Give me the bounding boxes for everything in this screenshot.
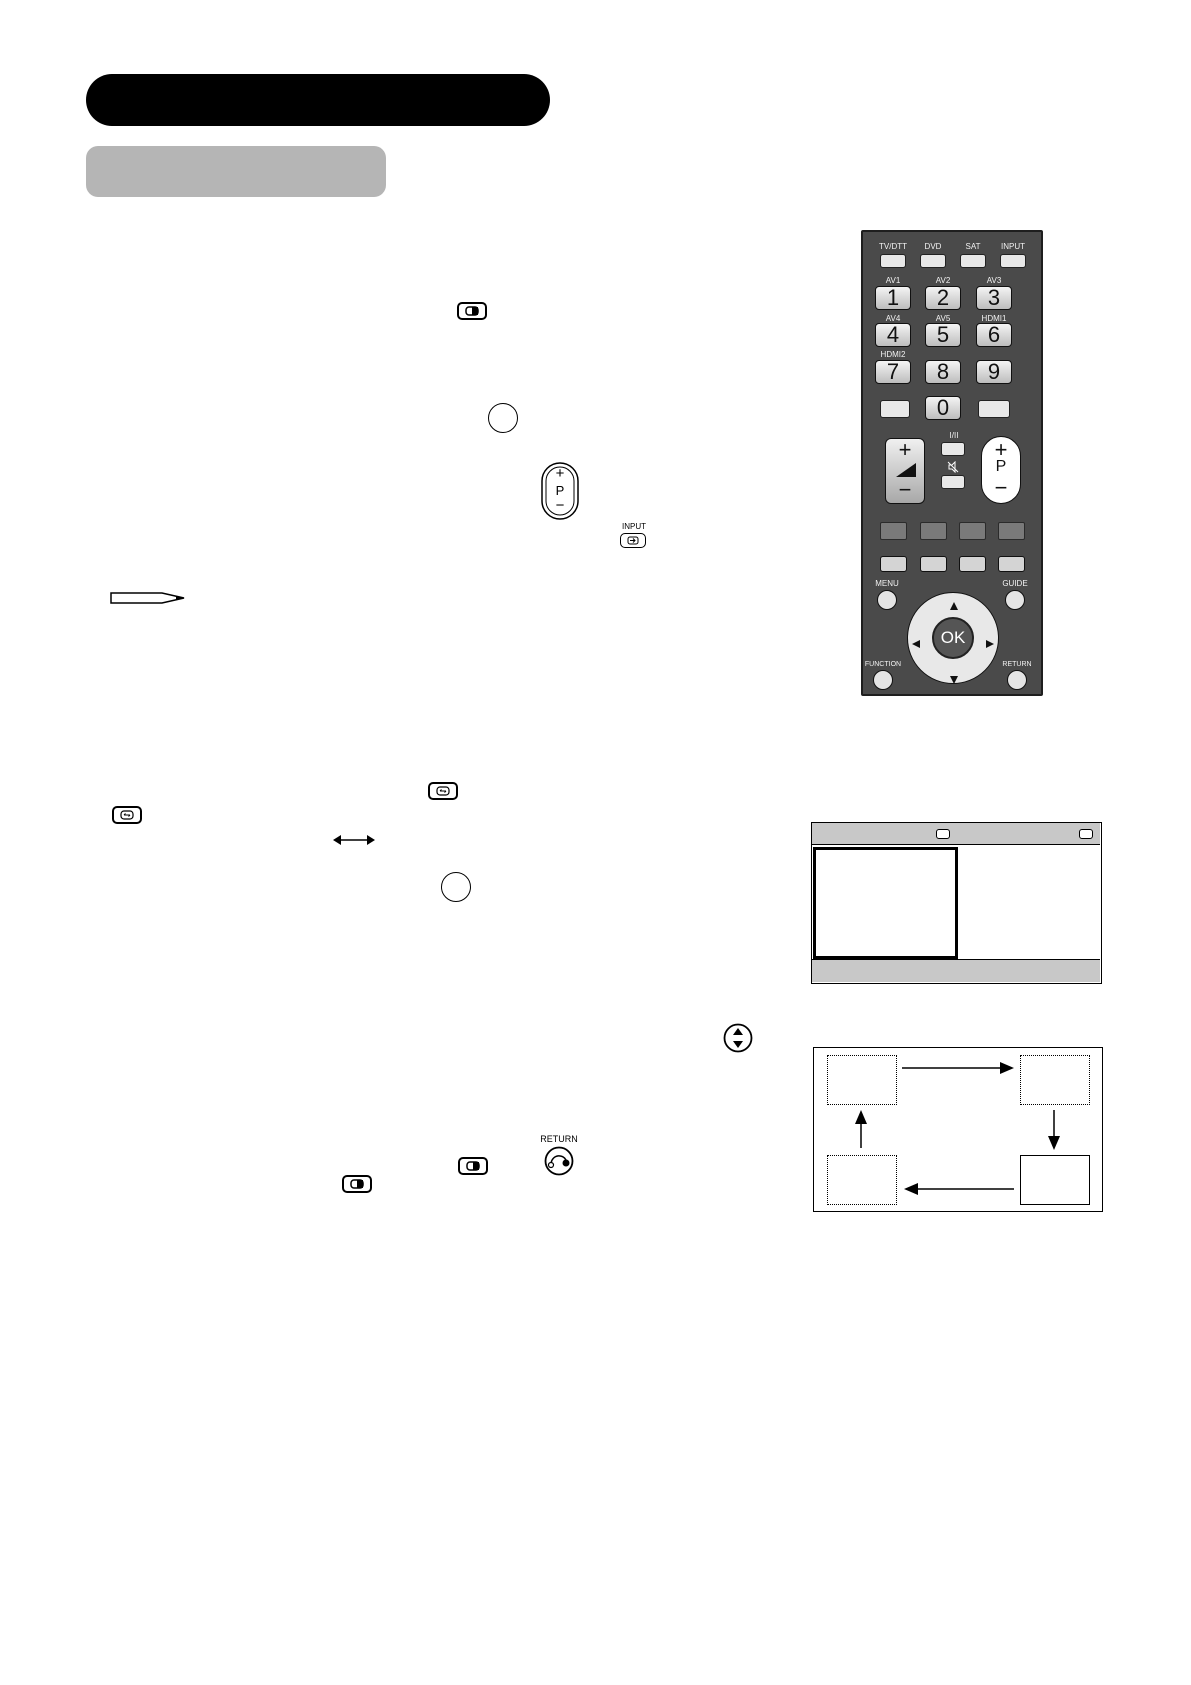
digit-2-button[interactable]: 2: [925, 286, 961, 310]
return-label: RETURN: [540, 1134, 578, 1144]
digit-9-button[interactable]: 9: [976, 360, 1012, 384]
av5-label: AV5: [935, 314, 951, 323]
hdmi2-label: HDMI2: [880, 350, 906, 359]
picture-format-button-icon: [457, 302, 487, 320]
program-minus: −: [555, 497, 565, 514]
menu-button[interactable]: [877, 590, 897, 610]
screen-icon-1: [936, 829, 950, 839]
left-picture-frame: [813, 847, 958, 959]
blue-button[interactable]: [998, 522, 1025, 540]
volume-minus: −: [898, 477, 912, 502]
av1-label: AV1: [885, 276, 901, 285]
volume-wedge-icon: [896, 463, 916, 477]
up-down-button-icon: [723, 1023, 753, 1053]
ok-button-icon-2: [441, 872, 471, 902]
dvd-button[interactable]: [920, 254, 946, 268]
program-plus-remote: +: [994, 437, 1008, 462]
mute-icon: [947, 460, 959, 472]
arrow-down-icon: [950, 671, 958, 679]
subtitle-button[interactable]: [959, 556, 986, 572]
digit-5-button[interactable]: 5: [925, 323, 961, 347]
digit-3-button[interactable]: 3: [976, 286, 1012, 310]
swap-button-icon-2: [112, 806, 142, 824]
hdmi1-label: HDMI1: [981, 314, 1007, 323]
return-button[interactable]: [1007, 670, 1027, 690]
return-button-icon: [543, 1146, 575, 1176]
picture-format-button[interactable]: [978, 400, 1010, 418]
reveal-button[interactable]: [998, 556, 1025, 572]
arrow-up-icon: [950, 597, 958, 605]
arrow-right-icon: [986, 635, 994, 643]
note-pencil-icon: [110, 590, 186, 606]
program-rocker[interactable]: [981, 436, 1021, 504]
mono-button[interactable]: [941, 442, 965, 456]
remote-control: [861, 230, 1043, 696]
tvdtt-button[interactable]: [880, 254, 906, 268]
av4-label: AV4: [885, 314, 901, 323]
pip-position-diagram: [813, 1047, 1103, 1212]
cycle-arrows: [814, 1048, 1102, 1210]
digit-6-button[interactable]: 6: [976, 323, 1012, 347]
function-button[interactable]: [873, 670, 893, 690]
screen-icon-2: [1079, 829, 1093, 839]
av3-label: AV3: [986, 276, 1002, 285]
input-label: INPUT: [622, 522, 646, 531]
green-button[interactable]: [920, 522, 947, 540]
volume-plus: +: [898, 437, 912, 462]
digit-8-button[interactable]: 8: [925, 360, 961, 384]
mute-button[interactable]: [941, 475, 965, 489]
picture-format-button-icon-2: [458, 1157, 488, 1175]
ok-button-icon: [488, 403, 518, 433]
sat-button[interactable]: [960, 254, 986, 268]
teletext-button[interactable]: [880, 556, 907, 572]
input-button[interactable]: [1000, 254, 1026, 268]
guide-label: GUIDE: [1002, 579, 1028, 588]
return-label-remote: RETURN: [1002, 661, 1032, 668]
screen-bottom-bar: [812, 959, 1100, 982]
section-title-bar: [86, 74, 550, 126]
twin-picture-diagram: [811, 822, 1102, 984]
picture-format-button-icon-3: [342, 1175, 372, 1193]
menu-label: MENU: [875, 579, 899, 588]
volume-rocker[interactable]: [885, 438, 925, 504]
program-plus: +: [555, 465, 565, 482]
function-label: FUNCTION: [864, 661, 902, 668]
dvd-label: DVD: [924, 242, 942, 251]
program-letter: P: [555, 483, 565, 498]
input-label-remote: INPUT: [1001, 242, 1025, 251]
arrow-left-icon: [912, 635, 920, 643]
program-letter-remote: P: [995, 458, 1007, 475]
mono-label: I/II: [949, 431, 959, 440]
tvdtt-label: TV/DTT: [879, 242, 907, 251]
digit-7-button[interactable]: 7: [875, 360, 911, 384]
program-rocker-icon: [541, 462, 579, 520]
ok-button[interactable]: OK: [932, 617, 974, 659]
red-button[interactable]: [880, 522, 907, 540]
hold-button[interactable]: [920, 556, 947, 572]
sat-label: SAT: [965, 242, 981, 251]
swap-button-icon: [428, 782, 458, 800]
guide-button[interactable]: [1005, 590, 1025, 610]
digit-1-button[interactable]: 1: [875, 286, 911, 310]
subsection-title-bar: [86, 146, 386, 197]
program-minus-remote: −: [994, 475, 1008, 500]
swap-button[interactable]: [880, 400, 910, 418]
digit-4-button[interactable]: 4: [875, 323, 911, 347]
double-arrow-icon: [333, 833, 375, 847]
screen-top-bar: [812, 823, 1100, 845]
yellow-button[interactable]: [959, 522, 986, 540]
digit-0-button[interactable]: 0: [925, 396, 961, 420]
dpad[interactable]: [907, 592, 999, 684]
av2-label: AV2: [935, 276, 951, 285]
input-button-icon: [620, 533, 646, 548]
